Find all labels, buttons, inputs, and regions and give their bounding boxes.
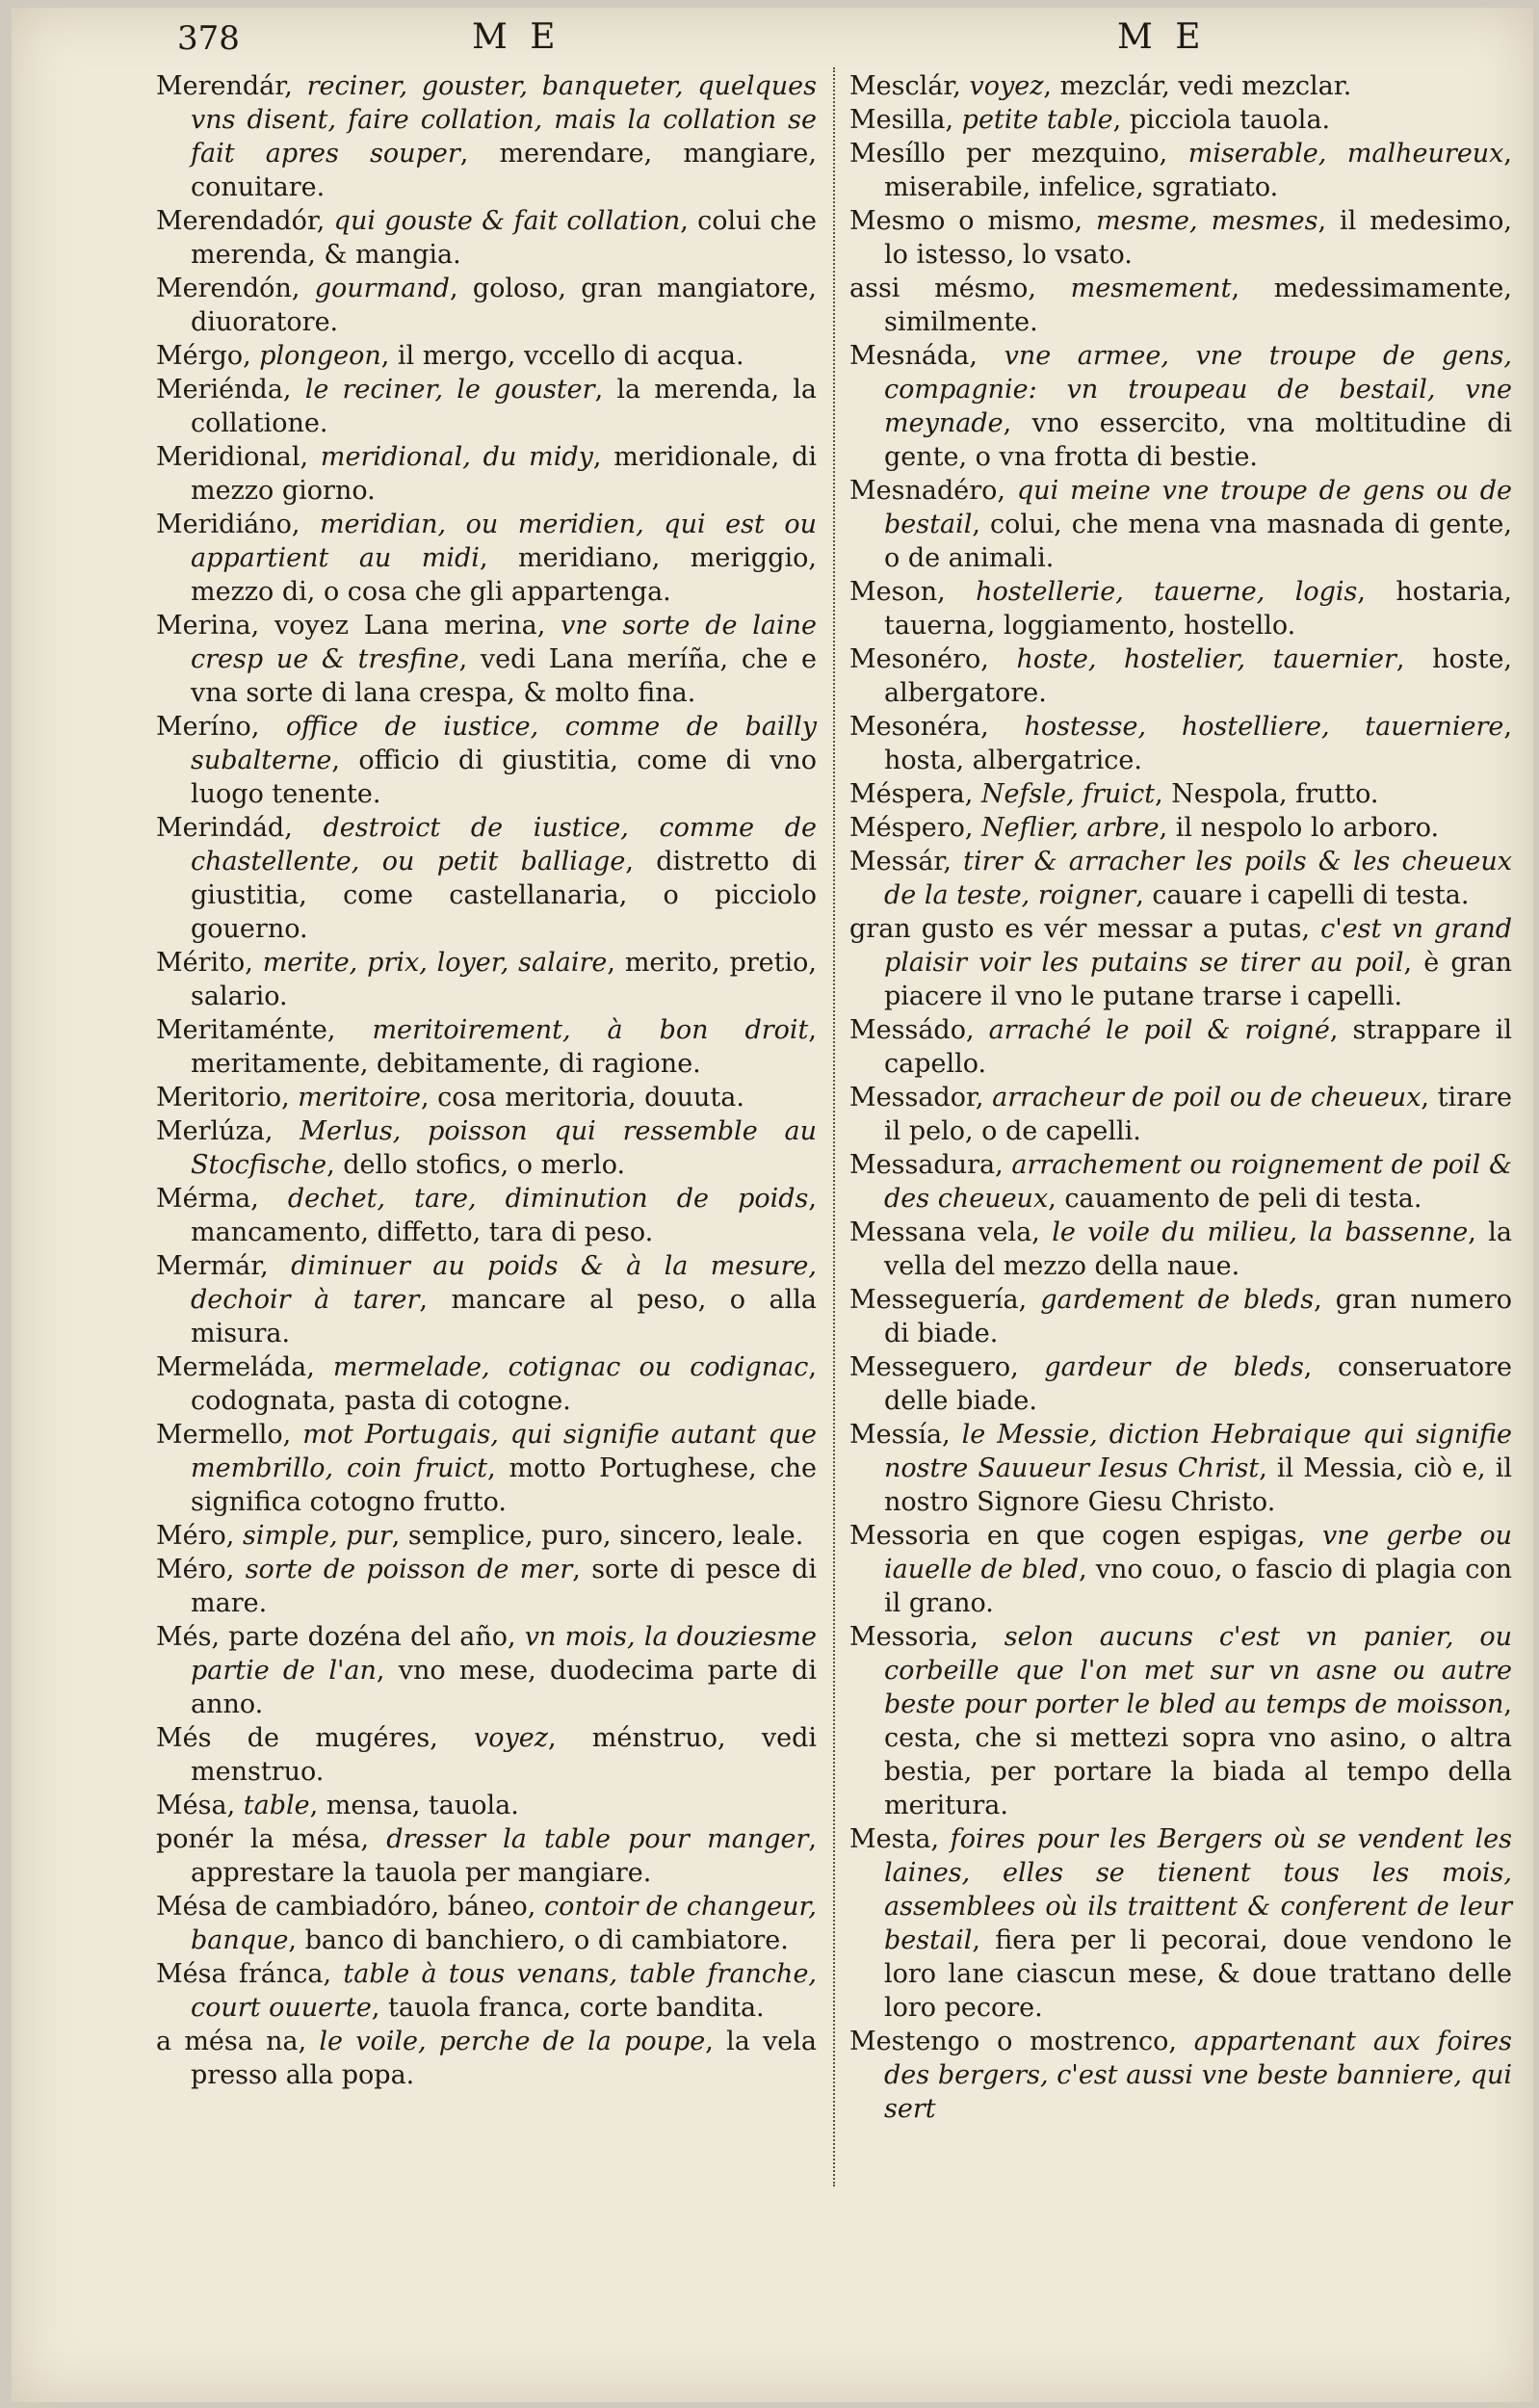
- entry-italian-gloss: mancamento, diffetto, tara di peso.: [191, 1217, 654, 1247]
- entry-italian-gloss: sorte di pesce di mare.: [191, 1555, 817, 1618]
- entry-italian-gloss: medessimamente, similmente.: [884, 274, 1512, 337]
- entry-french-gloss: table: [243, 1791, 310, 1820]
- entry-italian-gloss: meritamente, debitamente, di ragione.: [191, 1049, 701, 1079]
- dictionary-entry: Messeguero, gardeur de bleds, conseruatore delle biade.: [849, 1352, 1513, 1416]
- entry-french-gloss: meridian, ou meridien, qui est ou appartient au midi: [191, 510, 817, 573]
- entry-headword: Messador: [849, 1083, 976, 1112]
- entry-italian-gloss: il Messia, ciò e, il nostro Signore Giesu Christo.: [884, 1453, 1512, 1517]
- entry-italian-gloss: meridionale, di mezzo giorno.: [191, 442, 817, 506]
- entry-headword: Mesonéro: [849, 644, 981, 674]
- dictionary-entry: Més de mugéres, voyez, ménstruo, vedi menstruo.: [156, 1723, 817, 1787]
- entry-french-gloss: le voile du milieu, la bassenne: [1052, 1217, 1469, 1247]
- entry-french-gloss: Nefsle, fruict: [980, 779, 1156, 809]
- entry-headword: Merendár: [156, 71, 285, 101]
- entry-french-gloss: mermelade, cotignac ou codignac: [332, 1352, 809, 1382]
- entry-headword: Mesta: [849, 1824, 931, 1854]
- entry-french-gloss: voyez: [474, 1723, 548, 1753]
- dictionary-page: [12, 8, 1533, 2402]
- entry-french-gloss: miserable, malheureux: [1187, 139, 1504, 169]
- dictionary-entry: ponér la mésa, dresser la table pour manger, apprestare la tauola per mangiare.: [156, 1824, 817, 1888]
- entry-headword: Mesclár: [849, 71, 953, 101]
- entry-headword: Mésa: [156, 1791, 227, 1820]
- dictionary-entry: Méro, simple, pur, semplice, puro, sincero, leale.: [156, 1521, 804, 1551]
- dictionary-entry: Messía, le Messie, diction Hebraique qui signifie nostre Sauueur Iesus Christ, il Messia, ciò e, il nostro Signore Giesu Christo.: [849, 1420, 1512, 1517]
- entry-french-gloss: simple, pur: [242, 1521, 392, 1551]
- entry-italian-gloss: distretto di giustitia, come castellanaria, o picciolo gouerno.: [191, 847, 818, 944]
- entry-italian-gloss: hosta, albergatrice.: [884, 746, 1142, 775]
- entry-headword: Merendadór: [156, 206, 317, 236]
- entry-headword: Messoria: [849, 1622, 971, 1652]
- entry-italian-gloss: dello stofics, o merlo.: [343, 1150, 626, 1180]
- dictionary-entry: assi mésmo, mesmement, medessimamente, similmente.: [849, 274, 1512, 337]
- entry-headword: Mestengo o mostrenco: [849, 2027, 1169, 2056]
- entry-headword: Mésa fránca: [156, 1959, 324, 1989]
- entry-headword: Mesnadéro: [849, 476, 998, 506]
- entry-italian-gloss: codognata, pasta di cotogne.: [191, 1386, 571, 1416]
- dictionary-entry: Mésa fránca, table à tous venans, table franche, court ouuerte, tauola franca, corte bandita.: [156, 1959, 818, 2023]
- entry-headword: assi mésmo: [849, 274, 1029, 303]
- entry-headword: Mesilla: [849, 105, 946, 135]
- entry-italian-gloss: il mergo, vccello di acqua.: [397, 341, 744, 371]
- entry-headword: ponér la mésa: [156, 1824, 361, 1854]
- dictionary-entry: Messár, tirer & arracher les poils & les cheueux de la teste, roigner, cauare i capelli di testa.: [849, 847, 1512, 910]
- page-number: 378: [177, 19, 240, 58]
- entry-italian-gloss: tauola franca, corte bandita.: [388, 1993, 765, 2023]
- entry-italian-gloss: gran numero di biade.: [884, 1285, 1512, 1348]
- entry-italian-gloss: ménstruo, vedi menstruo.: [191, 1723, 817, 1787]
- dictionary-entry: Messana vela, le voile du milieu, la bassenne, la vella del mezzo della naue.: [849, 1217, 1513, 1281]
- entry-italian-gloss: fiera per li pecorai, doue vendono le loro lane ciascun mese, & doue trattano delle loro pecore.: [884, 1925, 1512, 2023]
- entry-headword: Mesíllo per mezquino: [849, 139, 1160, 169]
- entry-french-gloss: hoste, hostelier, tauernier: [1016, 644, 1396, 674]
- entry-headword: Meson: [849, 577, 938, 607]
- dictionary-entry: Merendadór, qui gouste & fait collation, colui che merenda, & mangia.: [156, 206, 817, 270]
- dictionary-entry: Messador, arracheur de poil ou de cheueux, tirare il pelo, o de capelli.: [849, 1083, 1512, 1146]
- dictionary-entry: Mesclár, voyez, mezclár, vedi mezclar.: [849, 71, 1352, 101]
- dictionary-entry: Messadura, arrachement ou roignement de poil & des cheueux, cauamento de peli di testa.: [849, 1150, 1513, 1214]
- entry-french-gloss: gardement de bleds: [1040, 1285, 1315, 1315]
- dictionary-entry: Merlúza, Merlus, poisson qui ressemble au Stocfische, dello stofics, o merlo.: [156, 1116, 817, 1180]
- entry-french-gloss: plongeon: [259, 341, 381, 371]
- entry-french-gloss: le voile, perche de la poupe: [319, 2027, 706, 2056]
- entry-french-gloss: office de iustice, comme de bailly subalterne: [191, 712, 817, 775]
- entry-french-gloss: arrachement ou roignement de poil & des cheueux: [884, 1150, 1513, 1214]
- entry-headword: Més, parte dozéna del año: [156, 1622, 508, 1652]
- entry-french-gloss: hostellerie, tauerne, logis: [976, 577, 1358, 607]
- dictionary-entry: Més, parte dozéna del año, vn mois, la douziesme partie de l'an, vno mese, duodecima parte di anno.: [156, 1622, 817, 1719]
- left-column: [156, 69, 817, 2092]
- dictionary-entry: Mérito, merite, prix, loyer, salaire, merito, pretio, salario.: [156, 948, 817, 1011]
- dictionary-entry: Meridional, meridional, du midy, meridionale, di mezzo giorno.: [156, 442, 817, 506]
- entry-headword: Méro: [156, 1521, 226, 1551]
- entry-italian-gloss: cesta, che si mettezi sopra vno asino, o altra bestia, per portare la biada al tempo della meritura.: [884, 1723, 1512, 1820]
- entry-headword: Mérgo: [156, 341, 244, 371]
- dictionary-entry: Meriénda, le reciner, le gouster, la merenda, la collatione.: [156, 375, 818, 438]
- dictionary-entry: Messádo, arraché le poil & roigné, strappare il capello.: [849, 1015, 1512, 1079]
- entry-headword: Meriénda: [156, 375, 283, 405]
- entry-italian-gloss: il medesimo, lo istesso, lo vsato.: [884, 206, 1513, 270]
- entry-headword: Mérma: [156, 1184, 251, 1214]
- running-head-right: M E: [1117, 17, 1207, 57]
- entry-italian-gloss: hostaria, tauerna, loggiamento, hostello.: [884, 577, 1513, 641]
- entry-french-gloss: dresser la table pour manger: [386, 1824, 809, 1854]
- dictionary-entry: Mesonéra, hostesse, hostelliere, tauerniere, hosta, albergatrice.: [849, 712, 1512, 775]
- entry-italian-gloss: motto Portughese, che significa cotogno frutto.: [191, 1453, 817, 1517]
- dictionary-entry: Mésa, table, mensa, tauola.: [156, 1791, 519, 1820]
- entry-italian-gloss: hoste, albergatore.: [884, 644, 1513, 708]
- dictionary-entry: Méspero, Neflier, arbre, il nespolo lo arboro.: [849, 813, 1440, 843]
- dictionary-entry: Mesnáda, vne armee, vne troupe de gens, compagnie: vn troupeau de bestail, vne meynade, vno essercito, vna moltitudine di gente, o vna frotta di bestie.: [849, 341, 1512, 472]
- entry-headword: Meridional: [156, 442, 300, 472]
- dictionary-entry: Messoria en que cogen espigas, vne gerbe ou iauelle de bled, vno couo, o fascio di plagia con il grano.: [849, 1521, 1512, 1618]
- entry-french-gloss: vne gerbe ou iauelle de bled: [884, 1521, 1512, 1584]
- entry-italian-gloss: conseruatore delle biade.: [884, 1352, 1513, 1416]
- dictionary-entry: Merendár, reciner, gouster, banqueter, quelques vns disent, faire collation, mais la collation se fait apres souper, merendare, mangiare, conuitare.: [156, 71, 818, 202]
- entry-headword: Mermár: [156, 1251, 261, 1281]
- entry-french-gloss: le reciner, le gouster: [304, 375, 595, 405]
- entry-italian-gloss: la vela presso alla popa.: [191, 2027, 817, 2090]
- entry-italian-gloss: cauamento de peli di testa.: [1064, 1184, 1422, 1214]
- entry-italian-gloss: mensa, tauola.: [326, 1791, 519, 1820]
- entry-french-gloss: dechet, tare, diminution de poids: [287, 1184, 809, 1214]
- entry-italian-gloss: officio di giustitia, come di vno luogo tenente.: [191, 746, 817, 809]
- entry-italian-gloss: banco di banchiero, o di cambiatore.: [304, 1925, 789, 1955]
- entry-headword: Merendón: [156, 274, 292, 303]
- dictionary-entry: Messeguería, gardement de bleds, gran numero di biade.: [849, 1285, 1512, 1348]
- dictionary-entry: Mérma, dechet, tare, diminution de poids, mancamento, diffetto, tara di peso.: [156, 1184, 817, 1247]
- entry-french-gloss: gourmand: [314, 274, 450, 303]
- entry-french-gloss: reciner, gouster, banqueter, quelques vns disent, faire collation, mais la collation se fait apres souper: [191, 71, 818, 169]
- entry-headword: Méspera: [849, 779, 965, 809]
- entry-french-gloss: mot Portugais, qui signifie autant que membrillo, coin fruict: [191, 1420, 818, 1483]
- entry-headword: Mermeláda: [156, 1352, 307, 1382]
- entry-french-gloss: vne sorte de laine cresp ue & tresfine: [191, 611, 817, 674]
- dictionary-entry: Meritorio, meritoire, cosa meritoria, douuta.: [156, 1083, 744, 1112]
- entry-italian-gloss: merito, pretio, salario.: [191, 948, 817, 1011]
- dictionary-entry: Messoria, selon aucuns c'est vn panier, ou corbeille que l'on met sur vn asne ou autre beste pour porter le bled au temps de moisson, cesta, che si mettezi sopra vno asino, o altra bestia, per portare la biada al tempo della meritura.: [849, 1622, 1512, 1820]
- dictionary-entry: Mesta, foires pour les Bergers où se vendent les laines, elles se tienent tous les mois, assemblees où ils traittent & conferent de leur bestail, fiera per li pecorai, doue vendono le loro lane ciascun mese, & doue trattano delle loro pecore.: [849, 1824, 1512, 2023]
- column-divider: [833, 67, 835, 2186]
- entry-french-gloss: vn mois, la douziesme partie de l'an: [191, 1622, 817, 1686]
- entry-headword: Messía: [849, 1420, 943, 1450]
- dictionary-entry: Mesonéro, hoste, hostelier, tauernier, hoste, albergatore.: [849, 644, 1513, 708]
- entry-headword: Messana vela: [849, 1217, 1032, 1247]
- entry-french-gloss: sorte de poisson de mer: [245, 1555, 573, 1584]
- dictionary-entry: Mermár, diminuer au poids & à la mesure, dechoir à tarer, mancare al peso, o alla misura.: [156, 1251, 818, 1348]
- entry-french-gloss: meridional, du midy: [320, 442, 593, 472]
- entry-french-gloss: voyez: [969, 71, 1044, 101]
- entry-italian-gloss: vno essercito, vna moltitudine di gente, o vna frotta di bestie.: [884, 408, 1512, 472]
- entry-french-gloss: mesme, mesmes: [1096, 206, 1318, 236]
- entry-french-gloss: qui gouste & fait collation: [333, 206, 681, 236]
- entry-italian-gloss: vno mese, duodecima parte di anno.: [191, 1656, 817, 1719]
- entry-headword: Meritorio: [156, 1083, 282, 1112]
- dictionary-entry: Mesmo o mismo, mesme, mesmes, il medesimo, lo istesso, lo vsato.: [849, 206, 1513, 270]
- entry-french-gloss: diminuer au poids & à la mesure, dechoir à tarer: [191, 1251, 817, 1315]
- entry-italian-gloss: merendare, mangiare, conuitare.: [191, 139, 817, 202]
- entry-italian-gloss: miserabile, infelice, sgratiato.: [884, 172, 1279, 202]
- dictionary-entry: Meritaménte, meritoirement, à bon droit, meritamente, debitamente, di ragione.: [156, 1015, 817, 1079]
- entry-french-gloss: qui meine vne troupe de gens ou de bestail: [884, 476, 1512, 539]
- entry-headword: Merlúza: [156, 1116, 265, 1146]
- entry-headword: Méro: [156, 1555, 226, 1584]
- entry-headword: Messeguero: [849, 1352, 1011, 1382]
- dictionary-entry: Mesíllo per mezquino, miserable, malheureux, miserabile, infelice, sgratiato.: [849, 139, 1513, 202]
- dictionary-entry: Mesnadéro, qui meine vne troupe de gens ou de bestail, colui, che mena vna masnada di gente, o de animali.: [849, 476, 1512, 573]
- entry-italian-gloss: la vella del mezzo della naue.: [884, 1217, 1513, 1281]
- dictionary-entry: Mésa de cambiadóro, báneo, contoir de changeur, banque, banco di banchiero, o di cambiatore.: [156, 1892, 817, 1955]
- entry-french-gloss: contoir de changeur, banque: [191, 1892, 817, 1955]
- entry-french-gloss: Neflier, arbre: [981, 813, 1160, 843]
- entry-headword: Meritaménte: [156, 1015, 327, 1045]
- entry-headword: gran gusto es vér messar a putas: [849, 914, 1302, 944]
- entry-french-gloss: meritoirement, à bon droit: [372, 1015, 809, 1045]
- entry-french-gloss: tirer & arracher les poils & les cheueux de la teste, roigner: [884, 847, 1512, 910]
- entry-french-gloss: table à tous venans, table franche, court ouuerte: [191, 1959, 818, 2023]
- entry-italian-gloss: apprestare la tauola per mangiare.: [191, 1858, 652, 1888]
- entry-french-gloss: le Messie, diction Hebraique qui signifie nostre Sauueur Iesus Christ: [884, 1420, 1512, 1483]
- entry-italian-gloss: tirare il pelo, o de capelli.: [884, 1083, 1512, 1146]
- entry-italian-gloss: il nespolo lo arboro.: [1175, 813, 1440, 843]
- entry-italian-gloss: meridiano, meriggio, mezzo di, o cosa che gli appartenga.: [191, 543, 817, 607]
- entry-italian-gloss: mezclár, vedi mezclar.: [1059, 71, 1352, 101]
- entry-french-gloss: petite table: [961, 105, 1113, 135]
- entry-french-gloss: arraché le poil & roigné: [988, 1015, 1330, 1045]
- entry-french-gloss: meritoire: [298, 1083, 421, 1112]
- dictionary-entry: Méro, sorte de poisson de mer, sorte di pesce di mare.: [156, 1555, 817, 1618]
- entry-headword: Mesmo o mismo: [849, 206, 1075, 236]
- entry-headword: Merindád: [156, 813, 285, 843]
- entry-headword: Meridiáno: [156, 510, 292, 539]
- entry-headword: Messeguería: [849, 1285, 1019, 1315]
- entry-italian-gloss: picciola tauola.: [1129, 105, 1331, 135]
- entry-italian-gloss: è gran piacere il vno le putane trarse i capelli.: [884, 948, 1512, 1011]
- entry-french-gloss: hostesse, hostelliere, tauerniere: [1024, 712, 1504, 742]
- dictionary-entry: Merina, voyez Lana merina, vne sorte de laine cresp ue & tresfine, vedi Lana meríña, che e vna sorte di lana crespa, & molto fina.: [156, 611, 817, 708]
- entry-french-gloss: arracheur de poil ou de cheueux: [992, 1083, 1422, 1112]
- entry-headword: Messadura: [849, 1150, 996, 1180]
- entry-italian-gloss: la merenda, la collatione.: [191, 375, 818, 438]
- entry-headword: Messoria en que cogen espigas: [849, 1521, 1297, 1551]
- dictionary-entry: Merendón, gourmand, goloso, gran mangiatore, diuoratore.: [156, 274, 817, 337]
- entry-headword: Mérito: [156, 948, 246, 978]
- entry-headword: Mesnáda: [849, 341, 970, 371]
- dictionary-entry: Merindád, destroict de iustice, comme de chastellente, ou petit balliage, distretto di giustitia, come castellanaria, o picciolo gouerno.: [156, 813, 818, 944]
- entry-italian-gloss: colui, che mena vna masnada di gente, o de animali.: [884, 510, 1512, 573]
- entry-french-gloss: vne armee, vne troupe de gens, compagnie: vn troupeau de bestail, vne meynade: [884, 341, 1512, 438]
- dictionary-entry: Mestengo o mostrenco, appartenant aux foires des bergers, c'est aussi vne beste banniere, qui sert: [849, 2027, 1513, 2124]
- dictionary-entry: gran gusto es vér messar a putas, c'est vn grand plaisir voir les putains se tirer au poil, è gran piacere il vno le putane trarse i capelli.: [849, 914, 1513, 1011]
- entry-french-gloss: appartenant aux foires des bergers, c'est aussi vne beste banniere, qui sert: [884, 2027, 1513, 2124]
- entry-italian-gloss: semplice, puro, sincero, leale.: [407, 1521, 804, 1551]
- entry-italian-gloss: strappare il capello.: [884, 1015, 1512, 1079]
- entry-headword: Méspero: [849, 813, 965, 843]
- entry-headword: Mesonéra: [849, 712, 981, 742]
- entry-headword: Mésa de cambiadóro, báneo: [156, 1892, 528, 1922]
- entry-french-gloss: mesmement: [1070, 274, 1232, 303]
- entry-french-gloss: foires pour les Bergers où se vendent les laines, elles se tienent tous les mois, assemblees où ils traittent & conferent de leur bestail: [884, 1824, 1512, 1955]
- dictionary-entry: Mermeláda, mermelade, cotignac ou codignac, codognata, pasta di cotogne.: [156, 1352, 817, 1416]
- dictionary-entry: a mésa na, le voile, perche de la poupe, la vela presso alla popa.: [156, 2027, 817, 2090]
- dictionary-entry: Meridiáno, meridian, ou meridien, qui est ou appartient au midi, meridiano, meriggio, mezzo di, o cosa che gli appartenga.: [156, 510, 817, 607]
- entry-italian-gloss: vedi Lana meríña, che e vna sorte di lana crespa, & molto fina.: [191, 644, 817, 708]
- entry-french-gloss: merite, prix, loyer, salaire: [262, 948, 608, 978]
- entry-headword: a mésa na: [156, 2027, 299, 2056]
- entry-french-gloss: selon aucuns c'est vn panier, ou corbeille que l'on met sur vn asne ou autre beste pour porter le bled au temps de moisson: [884, 1622, 1512, 1719]
- entry-headword: Més de mugéres: [156, 1723, 430, 1753]
- entry-italian-gloss: vno couo, o fascio di plagia con il grano.: [884, 1555, 1512, 1618]
- running-head-left: M E: [472, 17, 561, 57]
- dictionary-entry: Meríno, office de iustice, comme de bailly subalterne, officio di giustitia, come di vno luogo tenente.: [156, 712, 817, 809]
- entry-headword: Messádo: [849, 1015, 966, 1045]
- entry-french-gloss: c'est vn grand plaisir voir les putains se tirer au poil: [884, 914, 1513, 978]
- dictionary-entry: Mermello, mot Portugais, qui signifie autant que membrillo, coin fruict, motto Portughese, che significa cotogno frutto.: [156, 1420, 818, 1517]
- dictionary-entry: Meson, hostellerie, tauerne, logis, hostaria, tauerna, loggiamento, hostello.: [849, 577, 1513, 641]
- entry-headword: Merina, voyez Lana merina: [156, 611, 537, 641]
- entry-italian-gloss: cauare i capelli di testa.: [1152, 880, 1470, 910]
- right-column: [849, 69, 1512, 2126]
- entry-italian-gloss: goloso, gran mangiatore, diuoratore.: [191, 274, 817, 337]
- dictionary-entry: Méspera, Nefsle, fruict, Nespola, frutto.: [849, 779, 1379, 809]
- entry-headword: Messár: [849, 847, 944, 877]
- entry-headword: Mermello: [156, 1420, 283, 1450]
- entry-italian-gloss: mancare al peso, o alla misura.: [191, 1285, 818, 1348]
- entry-french-gloss: gardeur de bleds: [1044, 1352, 1304, 1382]
- entry-french-gloss: Merlus, poisson qui ressemble au Stocfische: [191, 1116, 817, 1180]
- dictionary-entry: Mérgo, plongeon, il mergo, vccello di acqua.: [156, 341, 744, 371]
- entry-italian-gloss: colui che merenda, & mangia.: [191, 206, 817, 270]
- entry-french-gloss: destroict de iustice, comme de chastellente, ou petit balliage: [191, 813, 817, 877]
- entry-headword: Meríno: [156, 712, 251, 742]
- entry-italian-gloss: cosa meritoria, douuta.: [437, 1083, 744, 1112]
- dictionary-entry: Mesilla, petite table, picciola tauola.: [849, 105, 1331, 135]
- entry-italian-gloss: Nespola, frutto.: [1171, 779, 1379, 809]
